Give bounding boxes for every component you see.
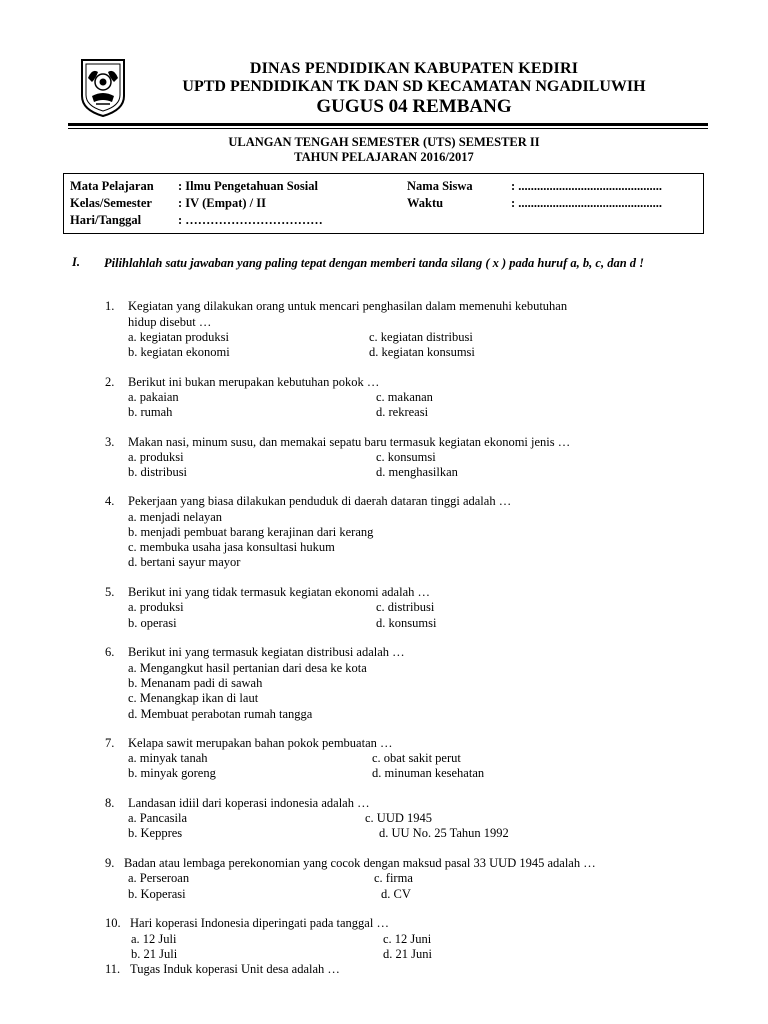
time-field[interactable]: : .............................................. <box>511 196 663 210</box>
exam-year: TAHUN PELAJARAN 2016/2017 <box>294 150 474 164</box>
question-number: 5. <box>105 585 115 599</box>
option-b[interactable]: b. menjadi pembuat barang kerajinan dari kerang <box>128 525 374 539</box>
question-number: 6. <box>105 645 115 659</box>
subject-value: : Ilmu Pengetahuan Sosial <box>178 179 318 193</box>
option-c[interactable]: c. firma <box>374 871 413 885</box>
option-a[interactable]: a. menjadi nelayan <box>128 510 223 524</box>
question-text: Landasan idiil dari koperasi indonesia adalah … <box>128 796 370 810</box>
header-line-2: UPTD PENDIDIKAN TK DAN SD KECAMATAN NGADILUWIH <box>182 78 646 95</box>
option-b[interactable]: b. distribusi <box>128 465 188 479</box>
question-text: Pekerjaan yang biasa dilakukan penduduk di daerah dataran tinggi adalah … <box>128 494 512 508</box>
option-a[interactable]: a. minyak tanah <box>128 751 208 765</box>
subject-label: Mata Pelajaran <box>70 179 154 193</box>
question-text: Badan atau lembaga perekonomian yang cocok dengan maksud pasal 33 UUD 1945 adalah … <box>124 856 596 870</box>
option-b[interactable]: b. operasi <box>128 616 177 630</box>
section-instruction: Pilihlahlah satu jawaban yang paling tepat dengan memberi tanda silang ( x ) pada huruf a, b, c, dan d ! <box>104 256 645 270</box>
option-d[interactable]: d. CV <box>381 887 411 901</box>
option-b[interactable]: b. Keppres <box>128 826 183 840</box>
option-c[interactable]: c. obat sakit perut <box>372 751 461 765</box>
student-info-box <box>63 173 704 234</box>
option-c[interactable]: c. distribusi <box>376 600 435 614</box>
option-a[interactable]: a. produksi <box>128 600 184 614</box>
header-line-3: GUGUS 04 REMBANG <box>316 96 512 117</box>
option-a[interactable]: a. 12 Juli <box>131 932 177 946</box>
header-line-1: DINAS PENDIDIKAN KABUPATEN KEDIRI <box>249 60 579 77</box>
question-number: 10. <box>105 916 121 930</box>
option-d[interactable]: d. 21 Juni <box>383 947 432 961</box>
exam-title: ULANGAN TENGAH SEMESTER (UTS) SEMESTER II <box>228 135 540 149</box>
option-b[interactable]: b. Koperasi <box>128 887 186 901</box>
question-number: 1. <box>105 299 115 313</box>
option-d[interactable]: d. kegiatan konsumsi <box>369 345 475 359</box>
question-text: Tugas Induk koperasi Unit desa adalah … <box>130 962 340 976</box>
option-a[interactable]: a. Pancasila <box>128 811 188 825</box>
student-name-label: Nama Siswa <box>407 179 473 193</box>
option-d[interactable]: d. menghasilkan <box>376 465 458 479</box>
class-label: Kelas/Semester <box>70 196 152 210</box>
option-d[interactable]: d. rekreasi <box>376 405 429 419</box>
question-text: Berikut ini yang tidak termasuk kegiatan ekonomi adalah … <box>128 585 431 599</box>
option-a[interactable]: a. Mengangkut hasil pertanian dari desa ke kota <box>128 661 367 675</box>
option-d[interactable]: d. UU No. 25 Tahun 1992 <box>379 826 509 840</box>
option-b[interactable]: b. Menanam padi di sawah <box>128 676 263 690</box>
question-text: Makan nasi, minum susu, dan memakai sepatu baru termasuk kegiatan ekonomi jenis … <box>128 435 571 449</box>
question-text: Berikut ini bukan merupakan kebutuhan pokok … <box>128 375 380 389</box>
option-d[interactable]: d. Membuat perabotan rumah tangga <box>128 707 313 721</box>
option-d[interactable]: d. minuman kesehatan <box>372 766 485 780</box>
option-a[interactable]: a. kegiatan produksi <box>128 330 230 344</box>
option-c[interactable]: c. membuka usaha jasa konsultasi hukum <box>128 540 335 554</box>
question-text-cont: hidup disebut … <box>128 315 212 329</box>
option-d[interactable]: d. konsumsi <box>376 616 437 630</box>
option-b[interactable]: b. rumah <box>128 405 173 419</box>
question-number: 9. <box>105 856 115 870</box>
option-d[interactable]: d. bertani sayur mayor <box>128 555 241 569</box>
option-a[interactable]: a. pakaian <box>128 390 179 404</box>
time-label: Waktu <box>407 196 444 210</box>
option-c[interactable]: c. kegiatan distribusi <box>369 330 473 344</box>
date-value: : …………………………… <box>178 213 323 227</box>
option-a[interactable]: a. Perseroan <box>128 871 190 885</box>
class-value: : IV (Empat) / II <box>178 196 266 210</box>
question-text: Berikut ini yang termasuk kegiatan distribusi adalah … <box>128 645 405 659</box>
header-divider-thin <box>68 128 708 129</box>
option-b[interactable]: b. kegiatan ekonomi <box>128 345 230 359</box>
question-number: 3. <box>105 435 115 449</box>
question-text: Kegiatan yang dilakukan orang untuk mencari penghasilan dalam memenuhi kebutuhan <box>128 299 568 313</box>
option-c[interactable]: c. konsumsi <box>376 450 436 464</box>
question-number: 8. <box>105 796 115 810</box>
section-number: I. <box>72 255 80 269</box>
option-c[interactable]: c. UUD 1945 <box>365 811 433 825</box>
question-number: 2. <box>105 375 115 389</box>
option-c[interactable]: c. makanan <box>376 390 433 404</box>
option-b[interactable]: b. minyak goreng <box>128 766 216 780</box>
question-text: Hari koperasi Indonesia diperingati pada tanggal … <box>130 916 389 930</box>
date-label: Hari/Tanggal <box>70 213 142 227</box>
question-number: 11. <box>105 962 121 976</box>
option-c[interactable]: c. Menangkap ikan di laut <box>128 691 259 705</box>
option-c[interactable]: c. 12 Juni <box>383 932 432 946</box>
question-text: Kelapa sawit merupakan bahan pokok pembuatan … <box>128 736 393 750</box>
option-b[interactable]: b. 21 Juli <box>131 947 178 961</box>
option-a[interactable]: a. produksi <box>128 450 184 464</box>
question-number: 7. <box>105 736 115 750</box>
student-name-field[interactable]: : .............................................. <box>511 179 663 193</box>
question-number: 4. <box>105 494 115 508</box>
header-divider-thick <box>68 123 708 126</box>
